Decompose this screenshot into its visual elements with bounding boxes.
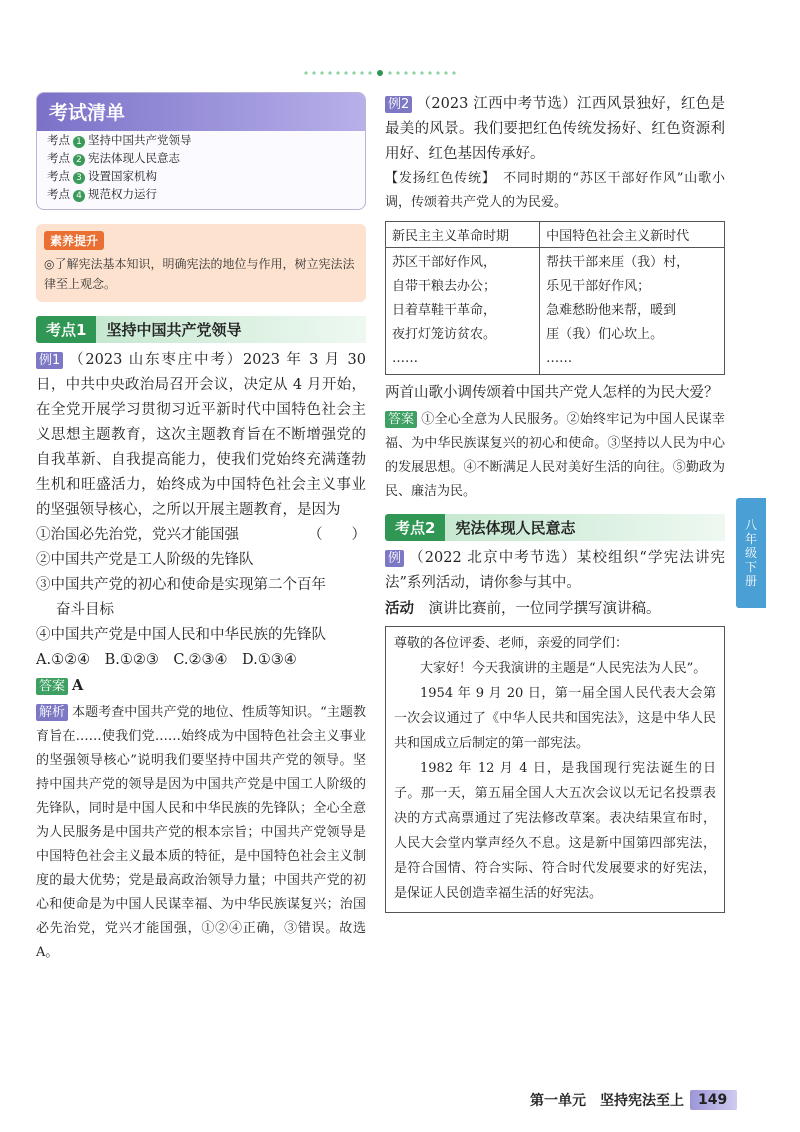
literacy-tag: 素养提升 — [44, 231, 104, 250]
example-2-answer: 答案 ①全心全意为人民服务。②始终牢记为中国人民谋幸福、为中华民族谋复兴的初心和使命。③坚持以人民为中心的发展思想。④不断满足人民对美好生活的向往。⑤勤政为民、廉洁为民。 — [385, 412, 725, 499]
section-number: 考点1 — [36, 316, 96, 343]
exam-list-box — [36, 92, 366, 210]
decorative-dots — [300, 68, 460, 78]
speech-box — [385, 626, 725, 913]
section-number: 考点2 — [385, 514, 445, 541]
example-1-answer: 答案 A — [36, 673, 366, 699]
speech-line: 尊敬的各位评委、老师，亲爱的同学们： — [394, 636, 629, 651]
example-1-stem: 例1 （2023 山东枣庄中考）2023 年 3 月 30 日，中共中央政治局召开会议，决定从 4 月开始，在全党开展学习贯彻习近平新时代中国特色社会主义思想主题教育，这次主题教育旨在不断增强党的自我革新、自我提高能力，使我们党始终充满蓬勃生机和旺盛活力，始终成为中国特色社会主义事业的坚强领导核心，之所以开展主题教育，是因为 （ ） — [36, 348, 366, 523]
analysis-tag: 解析 — [36, 704, 68, 721]
option: ④中国共产党是中国人民和中华民族的先锋队 — [36, 627, 326, 643]
section-title: 坚持中国共产党领导 — [96, 316, 366, 343]
example-tag: 例1 — [36, 352, 63, 369]
answer-tag: 答案 — [385, 411, 417, 428]
section-title: 宪法体现人民意志 — [445, 514, 725, 541]
literacy-text: ◎了解宪法基本知识，明确宪法的地位与作用，树立宪法法律至上观念。 — [44, 257, 355, 291]
grade-side-tab: 八 年 级 下 册 — [736, 498, 766, 608]
option: ③中国共产党的初心和使命是实现第二个百年 — [36, 577, 326, 593]
choices: A.①②④ B.①②③ C.②③④ D.①③④ — [36, 652, 297, 668]
answer-bracket: （ ） — [308, 527, 366, 543]
option: 奋斗目标 — [56, 602, 114, 618]
example-2-question: 两首山歌小调传颂着中国共产党人怎样的为民大爱？ — [385, 385, 719, 401]
example-3-activity: 活动 演讲比赛前，一位同学撰写演讲稿。 — [385, 600, 661, 617]
example-2-stem: 例2 （2023 江西中考节选）江西风景独好，红色是最美的风景。我们要把红色传统发扬好、红色资源利用好、红色基因传承好。 — [385, 96, 725, 162]
right-column — [385, 92, 725, 913]
section-header-2 — [385, 514, 725, 540]
literacy-box — [36, 224, 366, 302]
example-2-lead: 【发扬红色传统】 不同时期的“苏区干部好作风”山歌小调，传颂着共产党人的为民爱。 — [385, 171, 725, 210]
example-tag: 例 — [385, 550, 404, 567]
exam-item: 考点 3 设置国家机构 — [47, 169, 157, 183]
exam-item: 考点 1 坚持中国共产党领导 — [47, 133, 192, 147]
exam-item: 考点 4 规范权力运行 — [47, 187, 157, 201]
example-3-stem: 例 （2022 北京中考节选）某校组织“学宪法讲宪法”系列活动，请你参与其中。 — [385, 550, 725, 591]
table-cell: 苏区干部好作风， 自带干粮去办公； 日着草鞋干革命， 夜打灯笼访贫农。 …… — [386, 248, 540, 375]
page-footer — [530, 1090, 737, 1110]
answer-tag: 答案 — [36, 678, 68, 695]
exam-item: 考点 2 宪法体现人民意志 — [47, 151, 180, 165]
speech-line: 1982 年 12 月 4 日，是我国现行宪法诞生的日子。那一天，第五届全国人大五次会议以无记名投票表决的方式高票通过了宪法修改草案。表决结果宣布时，人民大会堂内掌声经久不息。这是新中国第四部宪法，是符合国情、符合实际、符合时代发展要求的好宪法，是保证人民创造幸福生活的好宪法。 — [394, 761, 716, 901]
table-header: 新民主主义革命时期 — [386, 222, 540, 248]
example-tag: 例2 — [385, 96, 412, 113]
page-number: 149 — [690, 1090, 737, 1110]
table-cell: 帮扶干部来厓（我）村， 乐见干部好作风； 急难愁盼他来帮，暖到 厓（我）们心坎上。 …… — [540, 248, 725, 375]
songs-table — [385, 221, 725, 375]
section-header-1 — [36, 316, 366, 342]
option: ①治国必先治党，党兴才能国强 — [36, 527, 239, 543]
unit-title: 第一单元 坚持宪法至上 — [530, 1093, 684, 1109]
left-column — [36, 92, 366, 965]
option: ②中国共产党是工人阶级的先锋队 — [36, 552, 254, 568]
table-header: 中国特色社会主义新时代 — [540, 222, 725, 248]
example-1-analysis: 解析 本题考查中国共产党的地位、性质等知识。“主题教育旨在……使我们党……始终成为中国特色社会主义事业的坚强领导核心”说明我们要坚持中国共产党的领导。坚持中国共产党的领导是因为中国共产党是中国工人阶级的先锋队，同时是中国人民和中华民族的先锋队；全心全意为人民服务是中国共产党的根本宗旨；中国共产党领导是中国特色社会主义最本质的特征，是中国特色社会主义制度的最大优势；党是最高政治领导力量；中国共产党的初心和使命是为中国人民谋幸福、为中华民族谋复兴；治国必先治党，党兴才能国强，①②④正确，③错误。故选 A。 — [36, 705, 366, 960]
speech-line: 大家好！今天我演讲的主题是“人民宪法为人民”。 — [420, 661, 707, 676]
speech-line: 1954 年 9 月 20 日，第一届全国人民代表大会第一次会议通过了《中华人民共和国宪法》，这是中华人民共和国成立后制定的第一部宪法。 — [394, 686, 716, 751]
exam-list-title: 考试清单 — [37, 93, 365, 131]
